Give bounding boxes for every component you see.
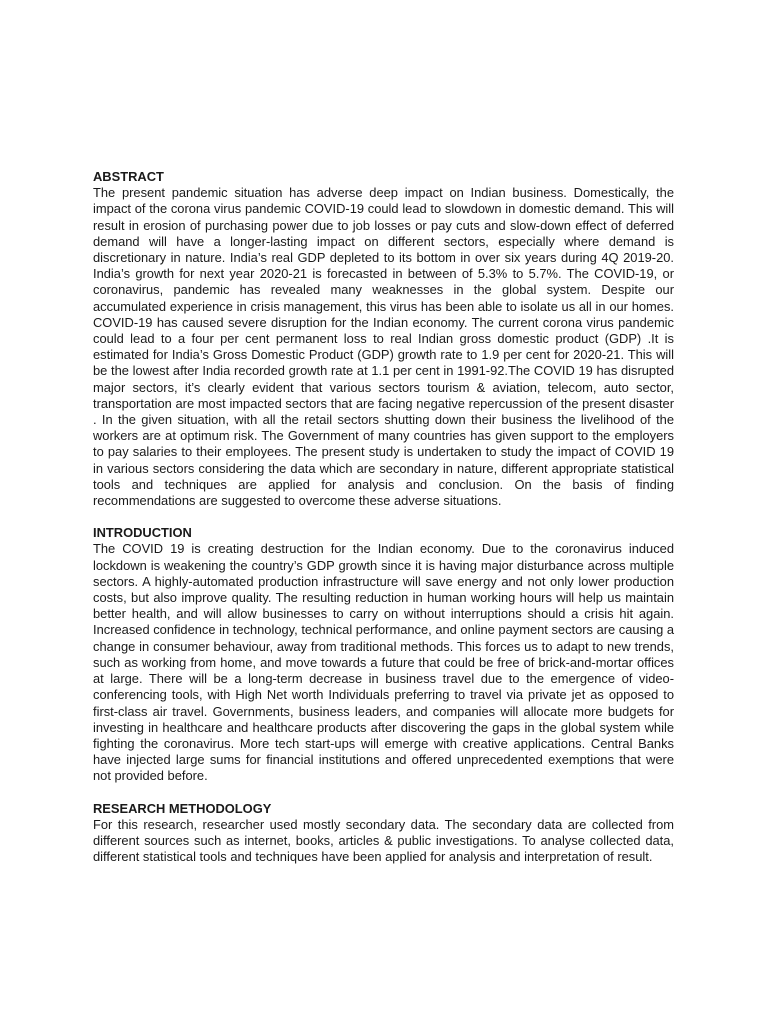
document-page bbox=[93, 169, 674, 881]
introduction-heading: INTRODUCTION bbox=[93, 525, 192, 541]
methodology-heading: RESEARCH METHODOLOGY bbox=[93, 800, 272, 816]
abstract-section bbox=[93, 169, 674, 509]
introduction-paragraph: The COVID 19 is creating destruction for the Indian economy. Due to the coronavirus induced lockdown is weakening the country’s GDP growth since it is having major disturbance across multiple sectors. A highly-automated production infrastructure will save energy and not only lower production costs, but also improve quality. The resulting reduction in human working hours will help us maintain better health, and will allow businesses to carry on without interruptions should a crisis hit again. Increased confidence in technology, technical performance, and online payment sectors are causing a change in consumer behaviour, away from traditional methods. This forces us to adapt to new trends, such as working from home, and move towards a future that could be free of brick-and-mortar offices at large. There will be a long-term decrease in business travel due to the emergence of video-conferencing tools, with High Net worth Individuals preferring to travel via private jet as opposed to first-class air travel. Governments, business leaders, and companies will allocate more budgets for investing in healthcare and healthcare products after discovering the gaps in the global system while fighting the coronavirus. More tech start-ups will emerge with creative applications. Central Banks have injected large sums for financial institutions and offered unprecedented exemptions that were not provided before. bbox=[93, 541, 674, 784]
methodology-section bbox=[93, 801, 674, 866]
introduction-section bbox=[93, 525, 674, 784]
abstract-paragraph: The present pandemic situation has adverse deep impact on Indian business. Domestically, the impact of the corona virus pandemic COVID-19 could lead to slowdown in domestic demand. This will result in erosion of purchasing power due to job losses or pay cuts and slow-down effect of deferred demand will have a longer-lasting impact on different sectors, especially where demand is discretionary in nature. India’s real GDP depleted to its bottom in over six years during 4Q 2019-20. India’s growth for next year 2020-21 is forecasted in between of 5.3% to 5.7%. The COVID-19, or coronavirus, pandemic has revealed many weaknesses in the global system. Despite our accumulated experience in crisis management, this virus has been able to isolate us all in our homes. COVID-19 has caused severe disruption for the Indian economy. The current corona virus pandemic could lead to a four per cent permanent loss to real Indian gross domestic product (GDP) .It is estimated for India’s Gross Domestic Product (GDP) growth rate to 1.9 per cent for 2020-21. This will be the lowest after India recorded growth rate at 1.1 per cent in 1991-92.The COVID 19 has disrupted major sectors, it’s clearly evident that various sectors tourism & aviation, telecom, auto sector, transportation are most impacted sectors that are facing negative repercussion of the present disaster . In the given situation, with all the retail sectors shutting down their business the livelihood of the workers are at optimum risk. The Government of many countries has given support to the employers to pay salaries to their employees. The present study is undertaken to study the impact of COVID 19 in various sectors considering the data which are secondary in nature, different appropriate statistical tools and techniques are applied for analysis and conclusion. On the basis of finding recommendations are suggested to overcome these adverse situations. bbox=[93, 185, 674, 509]
abstract-heading: ABSTRACT bbox=[93, 169, 164, 184]
methodology-paragraph: For this research, researcher used mostly secondary data. The secondary data are collected from different sources such as internet, books, articles & public investigations. To analyse collected data, different statistical tools and techniques have been applied for analysis and interpretation of result. bbox=[93, 816, 674, 865]
